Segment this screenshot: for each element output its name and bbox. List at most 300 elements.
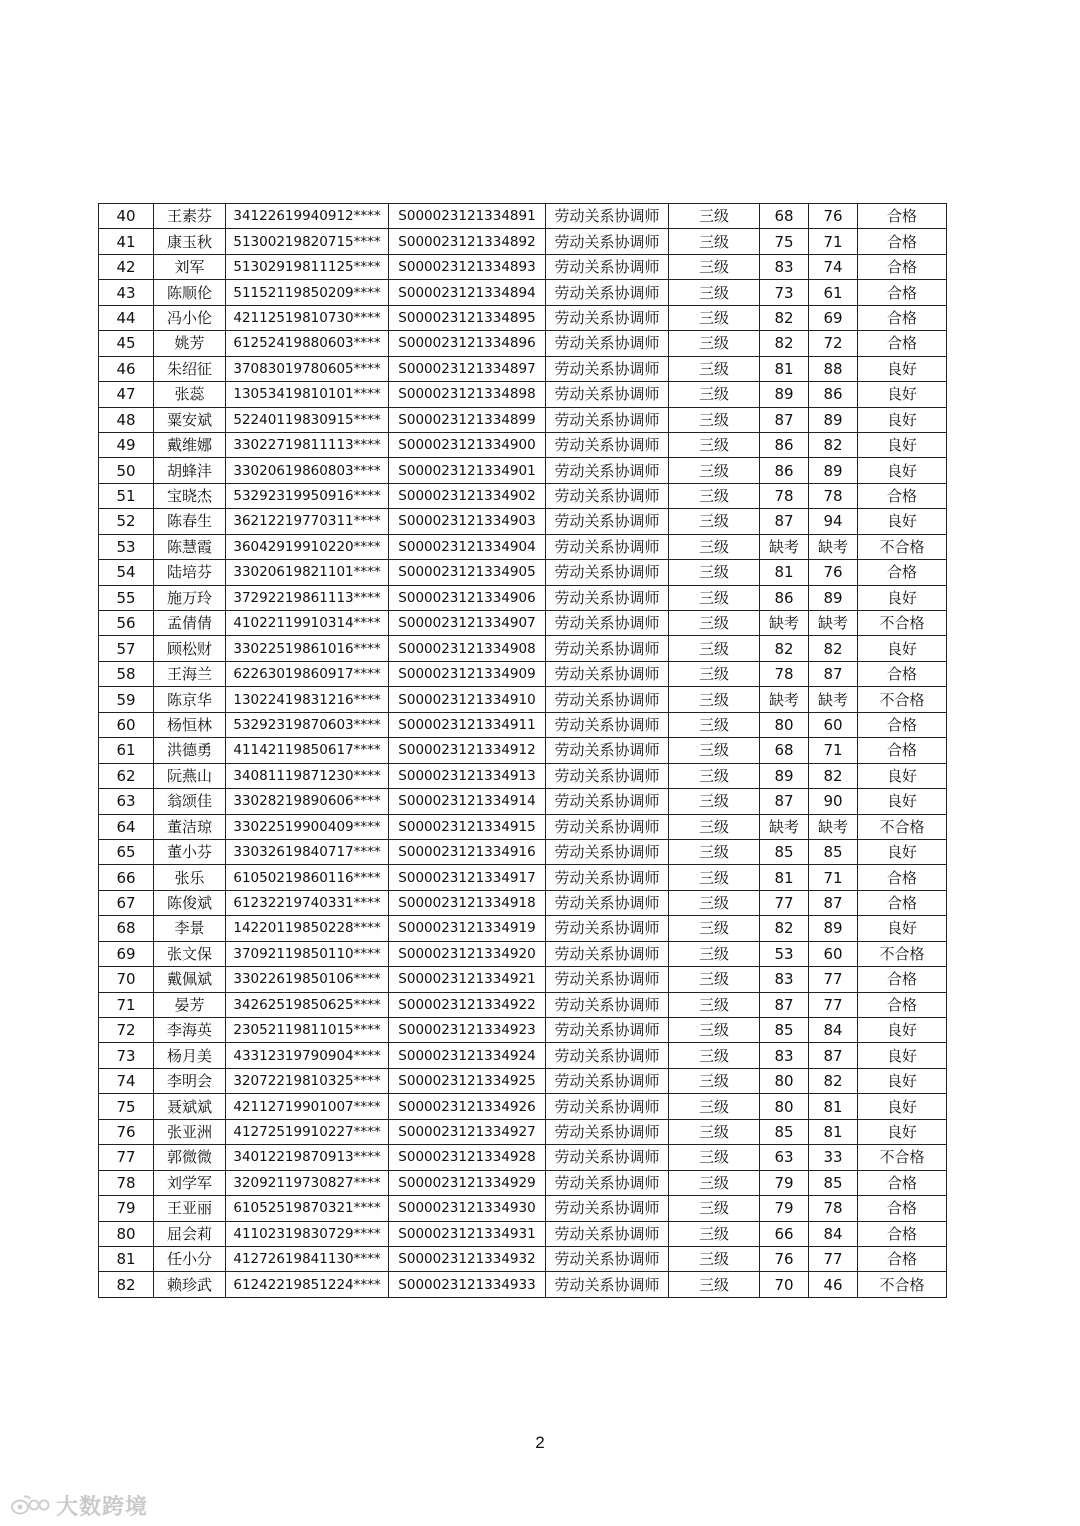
id-number-cell: 41142119850617**** bbox=[226, 738, 389, 763]
name-cell: 赖珍武 bbox=[154, 1272, 226, 1297]
level-cell: 三级 bbox=[669, 890, 760, 915]
result-cell: 良好 bbox=[858, 356, 947, 381]
name-cell: 张亚洲 bbox=[154, 1119, 226, 1144]
cert-number-cell: S000023121334915 bbox=[389, 814, 546, 839]
table-row bbox=[99, 407, 947, 432]
seq-cell: 68 bbox=[99, 916, 154, 941]
skill-score-cell: 82 bbox=[809, 1068, 858, 1093]
seq-cell: 46 bbox=[99, 356, 154, 381]
table-row bbox=[99, 585, 947, 610]
occupation-cell: 劳动关系协调师 bbox=[546, 509, 669, 534]
table-row bbox=[99, 1119, 947, 1144]
occupation-cell: 劳动关系协调师 bbox=[546, 356, 669, 381]
skill-score-cell: 60 bbox=[809, 941, 858, 966]
id-number-cell: 34262519850625**** bbox=[226, 992, 389, 1017]
theory-score-cell: 86 bbox=[760, 585, 809, 610]
seq-cell: 57 bbox=[99, 636, 154, 661]
occupation-cell: 劳动关系协调师 bbox=[546, 1170, 669, 1195]
watermark bbox=[10, 1488, 148, 1522]
skill-score-cell: 61 bbox=[809, 280, 858, 305]
occupation-cell: 劳动关系协调师 bbox=[546, 280, 669, 305]
theory-score-cell: 66 bbox=[760, 1221, 809, 1246]
cert-number-cell: S000023121334914 bbox=[389, 789, 546, 814]
skill-score-cell: 87 bbox=[809, 890, 858, 915]
id-number-cell: 61242219851224**** bbox=[226, 1272, 389, 1297]
theory-score-cell: 82 bbox=[760, 916, 809, 941]
seq-cell: 53 bbox=[99, 534, 154, 559]
cert-number-cell: S000023121334907 bbox=[389, 611, 546, 636]
occupation-cell: 劳动关系协调师 bbox=[546, 458, 669, 483]
seq-cell: 66 bbox=[99, 865, 154, 890]
skill-score-cell: 78 bbox=[809, 1196, 858, 1221]
name-cell: 康玉秋 bbox=[154, 229, 226, 254]
skill-score-cell: 71 bbox=[809, 738, 858, 763]
name-cell: 张文保 bbox=[154, 941, 226, 966]
result-cell: 合格 bbox=[858, 890, 947, 915]
theory-score-cell: 79 bbox=[760, 1196, 809, 1221]
result-cell: 良好 bbox=[858, 509, 947, 534]
table-row bbox=[99, 509, 947, 534]
table-row bbox=[99, 1170, 947, 1195]
cert-number-cell: S000023121334898 bbox=[389, 382, 546, 407]
theory-score-cell: 77 bbox=[760, 890, 809, 915]
result-cell: 合格 bbox=[858, 1196, 947, 1221]
result-cell: 合格 bbox=[858, 204, 947, 229]
cert-number-cell: S000023121334917 bbox=[389, 865, 546, 890]
level-cell: 三级 bbox=[669, 661, 760, 686]
id-number-cell: 37292219861113**** bbox=[226, 585, 389, 610]
result-cell: 合格 bbox=[858, 1221, 947, 1246]
cert-number-cell: S000023121334920 bbox=[389, 941, 546, 966]
cert-number-cell: S000023121334922 bbox=[389, 992, 546, 1017]
id-number-cell: 34081119871230**** bbox=[226, 763, 389, 788]
occupation-cell: 劳动关系协调师 bbox=[546, 560, 669, 585]
occupation-cell: 劳动关系协调师 bbox=[546, 814, 669, 839]
table-row bbox=[99, 738, 947, 763]
cert-number-cell: S000023121334891 bbox=[389, 204, 546, 229]
table-row bbox=[99, 229, 947, 254]
id-number-cell: 51302919811125**** bbox=[226, 254, 389, 279]
result-cell: 合格 bbox=[858, 331, 947, 356]
table-row bbox=[99, 1246, 947, 1271]
name-cell: 陈慧霞 bbox=[154, 534, 226, 559]
occupation-cell: 劳动关系协调师 bbox=[546, 331, 669, 356]
table-row bbox=[99, 789, 947, 814]
theory-score-cell: 82 bbox=[760, 636, 809, 661]
cert-number-cell: S000023121334895 bbox=[389, 305, 546, 330]
seq-cell: 61 bbox=[99, 738, 154, 763]
level-cell: 三级 bbox=[669, 382, 760, 407]
name-cell: 阮燕山 bbox=[154, 763, 226, 788]
name-cell: 陈春生 bbox=[154, 509, 226, 534]
skill-score-cell: 82 bbox=[809, 636, 858, 661]
skill-score-cell: 71 bbox=[809, 229, 858, 254]
skill-score-cell: 85 bbox=[809, 1170, 858, 1195]
result-cell: 良好 bbox=[858, 839, 947, 864]
id-number-cell: 37092119850110**** bbox=[226, 941, 389, 966]
table-row bbox=[99, 992, 947, 1017]
skill-score-cell: 46 bbox=[809, 1272, 858, 1297]
cert-number-cell: S000023121334902 bbox=[389, 483, 546, 508]
seq-cell: 49 bbox=[99, 432, 154, 457]
occupation-cell: 劳动关系协调师 bbox=[546, 204, 669, 229]
theory-score-cell: 87 bbox=[760, 509, 809, 534]
cert-number-cell: S000023121334930 bbox=[389, 1196, 546, 1221]
occupation-cell: 劳动关系协调师 bbox=[546, 483, 669, 508]
level-cell: 三级 bbox=[669, 280, 760, 305]
level-cell: 三级 bbox=[669, 1196, 760, 1221]
name-cell: 郭微微 bbox=[154, 1145, 226, 1170]
seq-cell: 40 bbox=[99, 204, 154, 229]
seq-cell: 67 bbox=[99, 890, 154, 915]
occupation-cell: 劳动关系协调师 bbox=[546, 305, 669, 330]
cert-number-cell: S000023121334903 bbox=[389, 509, 546, 534]
theory-score-cell: 78 bbox=[760, 661, 809, 686]
seq-cell: 71 bbox=[99, 992, 154, 1017]
name-cell: 李海英 bbox=[154, 1018, 226, 1043]
seq-cell: 70 bbox=[99, 967, 154, 992]
name-cell: 屈会莉 bbox=[154, 1221, 226, 1246]
skill-score-cell: 89 bbox=[809, 916, 858, 941]
result-cell: 不合格 bbox=[858, 534, 947, 559]
seq-cell: 55 bbox=[99, 585, 154, 610]
level-cell: 三级 bbox=[669, 432, 760, 457]
result-cell: 合格 bbox=[858, 865, 947, 890]
result-cell: 良好 bbox=[858, 763, 947, 788]
cert-number-cell: S000023121334913 bbox=[389, 763, 546, 788]
table-row bbox=[99, 560, 947, 585]
level-cell: 三级 bbox=[669, 967, 760, 992]
theory-score-cell: 89 bbox=[760, 763, 809, 788]
table-body bbox=[99, 204, 947, 1298]
table-row bbox=[99, 254, 947, 279]
occupation-cell: 劳动关系协调师 bbox=[546, 687, 669, 712]
name-cell: 王亚丽 bbox=[154, 1196, 226, 1221]
name-cell: 聂斌斌 bbox=[154, 1094, 226, 1119]
table-row bbox=[99, 432, 947, 457]
skill-score-cell: 89 bbox=[809, 458, 858, 483]
name-cell: 翁颂佳 bbox=[154, 789, 226, 814]
id-number-cell: 36042919910220**** bbox=[226, 534, 389, 559]
theory-score-cell: 68 bbox=[760, 738, 809, 763]
occupation-cell: 劳动关系协调师 bbox=[546, 1246, 669, 1271]
result-cell: 不合格 bbox=[858, 941, 947, 966]
result-cell: 合格 bbox=[858, 1170, 947, 1195]
occupation-cell: 劳动关系协调师 bbox=[546, 661, 669, 686]
seq-cell: 54 bbox=[99, 560, 154, 585]
result-cell: 良好 bbox=[858, 1043, 947, 1068]
level-cell: 三级 bbox=[669, 560, 760, 585]
level-cell: 三级 bbox=[669, 1043, 760, 1068]
theory-score-cell: 89 bbox=[760, 382, 809, 407]
table-row bbox=[99, 331, 947, 356]
theory-score-cell: 83 bbox=[760, 254, 809, 279]
id-number-cell: 13022419831216**** bbox=[226, 687, 389, 712]
page-number: 2 bbox=[535, 1433, 545, 1452]
table-row bbox=[99, 661, 947, 686]
result-cell: 良好 bbox=[858, 1018, 947, 1043]
table-row bbox=[99, 1043, 947, 1068]
level-cell: 三级 bbox=[669, 763, 760, 788]
occupation-cell: 劳动关系协调师 bbox=[546, 585, 669, 610]
result-cell: 良好 bbox=[858, 916, 947, 941]
result-cell: 不合格 bbox=[858, 1272, 947, 1297]
theory-score-cell: 83 bbox=[760, 1043, 809, 1068]
cert-number-cell: S000023121334926 bbox=[389, 1094, 546, 1119]
name-cell: 陈顺伦 bbox=[154, 280, 226, 305]
theory-score-cell: 85 bbox=[760, 839, 809, 864]
cert-number-cell: S000023121334924 bbox=[389, 1043, 546, 1068]
result-cell: 不合格 bbox=[858, 687, 947, 712]
cert-number-cell: S000023121334901 bbox=[389, 458, 546, 483]
seq-cell: 80 bbox=[99, 1221, 154, 1246]
occupation-cell: 劳动关系协调师 bbox=[546, 839, 669, 864]
seq-cell: 81 bbox=[99, 1246, 154, 1271]
name-cell: 陈京华 bbox=[154, 687, 226, 712]
cert-number-cell: S000023121334918 bbox=[389, 890, 546, 915]
occupation-cell: 劳动关系协调师 bbox=[546, 1068, 669, 1093]
name-cell: 粟安斌 bbox=[154, 407, 226, 432]
name-cell: 张乐 bbox=[154, 865, 226, 890]
occupation-cell: 劳动关系协调师 bbox=[546, 229, 669, 254]
theory-score-cell: 81 bbox=[760, 560, 809, 585]
occupation-cell: 劳动关系协调师 bbox=[546, 941, 669, 966]
result-cell: 合格 bbox=[858, 992, 947, 1017]
result-cell: 合格 bbox=[858, 229, 947, 254]
occupation-cell: 劳动关系协调师 bbox=[546, 967, 669, 992]
level-cell: 三级 bbox=[669, 814, 760, 839]
name-cell: 戴佩斌 bbox=[154, 967, 226, 992]
theory-score-cell: 80 bbox=[760, 712, 809, 737]
table-row bbox=[99, 890, 947, 915]
occupation-cell: 劳动关系协调师 bbox=[546, 611, 669, 636]
seq-cell: 43 bbox=[99, 280, 154, 305]
id-number-cell: 34122619940912**** bbox=[226, 204, 389, 229]
occupation-cell: 劳动关系协调师 bbox=[546, 1043, 669, 1068]
name-cell: 王海兰 bbox=[154, 661, 226, 686]
table-row bbox=[99, 941, 947, 966]
skill-score-cell: 90 bbox=[809, 789, 858, 814]
seq-cell: 63 bbox=[99, 789, 154, 814]
skill-score-cell: 94 bbox=[809, 509, 858, 534]
theory-score-cell: 85 bbox=[760, 1018, 809, 1043]
cert-number-cell: S000023121334928 bbox=[389, 1145, 546, 1170]
theory-score-cell: 缺考 bbox=[760, 687, 809, 712]
id-number-cell: 61052519870321**** bbox=[226, 1196, 389, 1221]
name-cell: 顾松财 bbox=[154, 636, 226, 661]
table-row bbox=[99, 839, 947, 864]
table-row bbox=[99, 382, 947, 407]
id-number-cell: 42112519810730**** bbox=[226, 305, 389, 330]
table-row bbox=[99, 204, 947, 229]
id-number-cell: 41102319830729**** bbox=[226, 1221, 389, 1246]
occupation-cell: 劳动关系协调师 bbox=[546, 254, 669, 279]
theory-score-cell: 缺考 bbox=[760, 814, 809, 839]
name-cell: 陆培芬 bbox=[154, 560, 226, 585]
id-number-cell: 36212219770311**** bbox=[226, 509, 389, 534]
occupation-cell: 劳动关系协调师 bbox=[546, 382, 669, 407]
skill-score-cell: 85 bbox=[809, 839, 858, 864]
skill-score-cell: 77 bbox=[809, 1246, 858, 1271]
cert-number-cell: S000023121334906 bbox=[389, 585, 546, 610]
table-row bbox=[99, 712, 947, 737]
table-row bbox=[99, 483, 947, 508]
table-row bbox=[99, 611, 947, 636]
cert-number-cell: S000023121334916 bbox=[389, 839, 546, 864]
result-cell: 合格 bbox=[858, 305, 947, 330]
cert-number-cell: S000023121334932 bbox=[389, 1246, 546, 1271]
cert-number-cell: S000023121334912 bbox=[389, 738, 546, 763]
result-cell: 良好 bbox=[858, 432, 947, 457]
result-cell: 合格 bbox=[858, 254, 947, 279]
cert-number-cell: S000023121334900 bbox=[389, 432, 546, 457]
name-cell: 董小芬 bbox=[154, 839, 226, 864]
table-row bbox=[99, 280, 947, 305]
theory-score-cell: 81 bbox=[760, 356, 809, 381]
occupation-cell: 劳动关系协调师 bbox=[546, 1018, 669, 1043]
table-row bbox=[99, 687, 947, 712]
name-cell: 朱绍征 bbox=[154, 356, 226, 381]
id-number-cell: 41272519910227**** bbox=[226, 1119, 389, 1144]
level-cell: 三级 bbox=[669, 458, 760, 483]
name-cell: 任小分 bbox=[154, 1246, 226, 1271]
level-cell: 三级 bbox=[669, 305, 760, 330]
theory-score-cell: 85 bbox=[760, 1119, 809, 1144]
name-cell: 晏芳 bbox=[154, 992, 226, 1017]
name-cell: 杨恒林 bbox=[154, 712, 226, 737]
name-cell: 戴维娜 bbox=[154, 432, 226, 457]
seq-cell: 45 bbox=[99, 331, 154, 356]
result-cell: 不合格 bbox=[858, 814, 947, 839]
table-row bbox=[99, 1068, 947, 1093]
theory-score-cell: 73 bbox=[760, 280, 809, 305]
level-cell: 三级 bbox=[669, 789, 760, 814]
skill-score-cell: 86 bbox=[809, 382, 858, 407]
level-cell: 三级 bbox=[669, 254, 760, 279]
id-number-cell: 33020619860803**** bbox=[226, 458, 389, 483]
level-cell: 三级 bbox=[669, 839, 760, 864]
id-number-cell: 61050219860116**** bbox=[226, 865, 389, 890]
weibo-logo-icon bbox=[10, 1493, 50, 1517]
seq-cell: 65 bbox=[99, 839, 154, 864]
theory-score-cell: 78 bbox=[760, 483, 809, 508]
skill-score-cell: 76 bbox=[809, 204, 858, 229]
result-cell: 良好 bbox=[858, 1068, 947, 1093]
cert-number-cell: S000023121334929 bbox=[389, 1170, 546, 1195]
id-number-cell: 34012219870913**** bbox=[226, 1145, 389, 1170]
seq-cell: 51 bbox=[99, 483, 154, 508]
name-cell: 宝晓杰 bbox=[154, 483, 226, 508]
level-cell: 三级 bbox=[669, 229, 760, 254]
theory-score-cell: 86 bbox=[760, 458, 809, 483]
theory-score-cell: 86 bbox=[760, 432, 809, 457]
occupation-cell: 劳动关系协调师 bbox=[546, 1196, 669, 1221]
id-number-cell: 33022519900409**** bbox=[226, 814, 389, 839]
theory-score-cell: 82 bbox=[760, 331, 809, 356]
level-cell: 三级 bbox=[669, 1221, 760, 1246]
name-cell: 施万玲 bbox=[154, 585, 226, 610]
seq-cell: 50 bbox=[99, 458, 154, 483]
name-cell: 孟倩倩 bbox=[154, 611, 226, 636]
skill-score-cell: 69 bbox=[809, 305, 858, 330]
skill-score-cell: 82 bbox=[809, 763, 858, 788]
skill-score-cell: 78 bbox=[809, 483, 858, 508]
seq-cell: 76 bbox=[99, 1119, 154, 1144]
result-cell: 合格 bbox=[858, 661, 947, 686]
occupation-cell: 劳动关系协调师 bbox=[546, 1094, 669, 1119]
table-row bbox=[99, 1018, 947, 1043]
table-row bbox=[99, 814, 947, 839]
level-cell: 三级 bbox=[669, 356, 760, 381]
theory-score-cell: 83 bbox=[760, 967, 809, 992]
seq-cell: 60 bbox=[99, 712, 154, 737]
level-cell: 三级 bbox=[669, 738, 760, 763]
occupation-cell: 劳动关系协调师 bbox=[546, 432, 669, 457]
occupation-cell: 劳动关系协调师 bbox=[546, 763, 669, 788]
id-number-cell: 33022719811113**** bbox=[226, 432, 389, 457]
theory-score-cell: 80 bbox=[760, 1068, 809, 1093]
seq-cell: 59 bbox=[99, 687, 154, 712]
theory-score-cell: 70 bbox=[760, 1272, 809, 1297]
seq-cell: 44 bbox=[99, 305, 154, 330]
theory-score-cell: 75 bbox=[760, 229, 809, 254]
result-cell: 合格 bbox=[858, 967, 947, 992]
level-cell: 三级 bbox=[669, 331, 760, 356]
occupation-cell: 劳动关系协调师 bbox=[546, 738, 669, 763]
name-cell: 冯小伦 bbox=[154, 305, 226, 330]
result-cell: 合格 bbox=[858, 1246, 947, 1271]
seq-cell: 56 bbox=[99, 611, 154, 636]
id-number-cell: 37083019780605**** bbox=[226, 356, 389, 381]
id-number-cell: 43312319790904**** bbox=[226, 1043, 389, 1068]
table-row bbox=[99, 356, 947, 381]
seq-cell: 78 bbox=[99, 1170, 154, 1195]
name-cell: 洪德勇 bbox=[154, 738, 226, 763]
seq-cell: 41 bbox=[99, 229, 154, 254]
skill-score-cell: 77 bbox=[809, 967, 858, 992]
name-cell: 王素芬 bbox=[154, 204, 226, 229]
table-row bbox=[99, 1094, 947, 1119]
level-cell: 三级 bbox=[669, 1170, 760, 1195]
level-cell: 三级 bbox=[669, 941, 760, 966]
cert-number-cell: S000023121334933 bbox=[389, 1272, 546, 1297]
cert-number-cell: S000023121334919 bbox=[389, 916, 546, 941]
cert-number-cell: S000023121334893 bbox=[389, 254, 546, 279]
watermark-text: 大数跨境 bbox=[56, 1494, 149, 1520]
skill-score-cell: 84 bbox=[809, 1018, 858, 1043]
skill-score-cell: 81 bbox=[809, 1119, 858, 1144]
id-number-cell: 51300219820715**** bbox=[226, 229, 389, 254]
cert-number-cell: S000023121334927 bbox=[389, 1119, 546, 1144]
id-number-cell: 32092119730827**** bbox=[226, 1170, 389, 1195]
seq-cell: 72 bbox=[99, 1018, 154, 1043]
seq-cell: 47 bbox=[99, 382, 154, 407]
id-number-cell: 42112719901007**** bbox=[226, 1094, 389, 1119]
cert-number-cell: S000023121334905 bbox=[389, 560, 546, 585]
cert-number-cell: S000023121334908 bbox=[389, 636, 546, 661]
id-number-cell: 41022119910314**** bbox=[226, 611, 389, 636]
table-row bbox=[99, 916, 947, 941]
id-number-cell: 41272619841130**** bbox=[226, 1246, 389, 1271]
cert-number-cell: S000023121334910 bbox=[389, 687, 546, 712]
table-row bbox=[99, 305, 947, 330]
level-cell: 三级 bbox=[669, 916, 760, 941]
skill-score-cell: 87 bbox=[809, 1043, 858, 1068]
skill-score-cell: 88 bbox=[809, 356, 858, 381]
name-cell: 杨月美 bbox=[154, 1043, 226, 1068]
result-cell: 合格 bbox=[858, 280, 947, 305]
skill-score-cell: 72 bbox=[809, 331, 858, 356]
